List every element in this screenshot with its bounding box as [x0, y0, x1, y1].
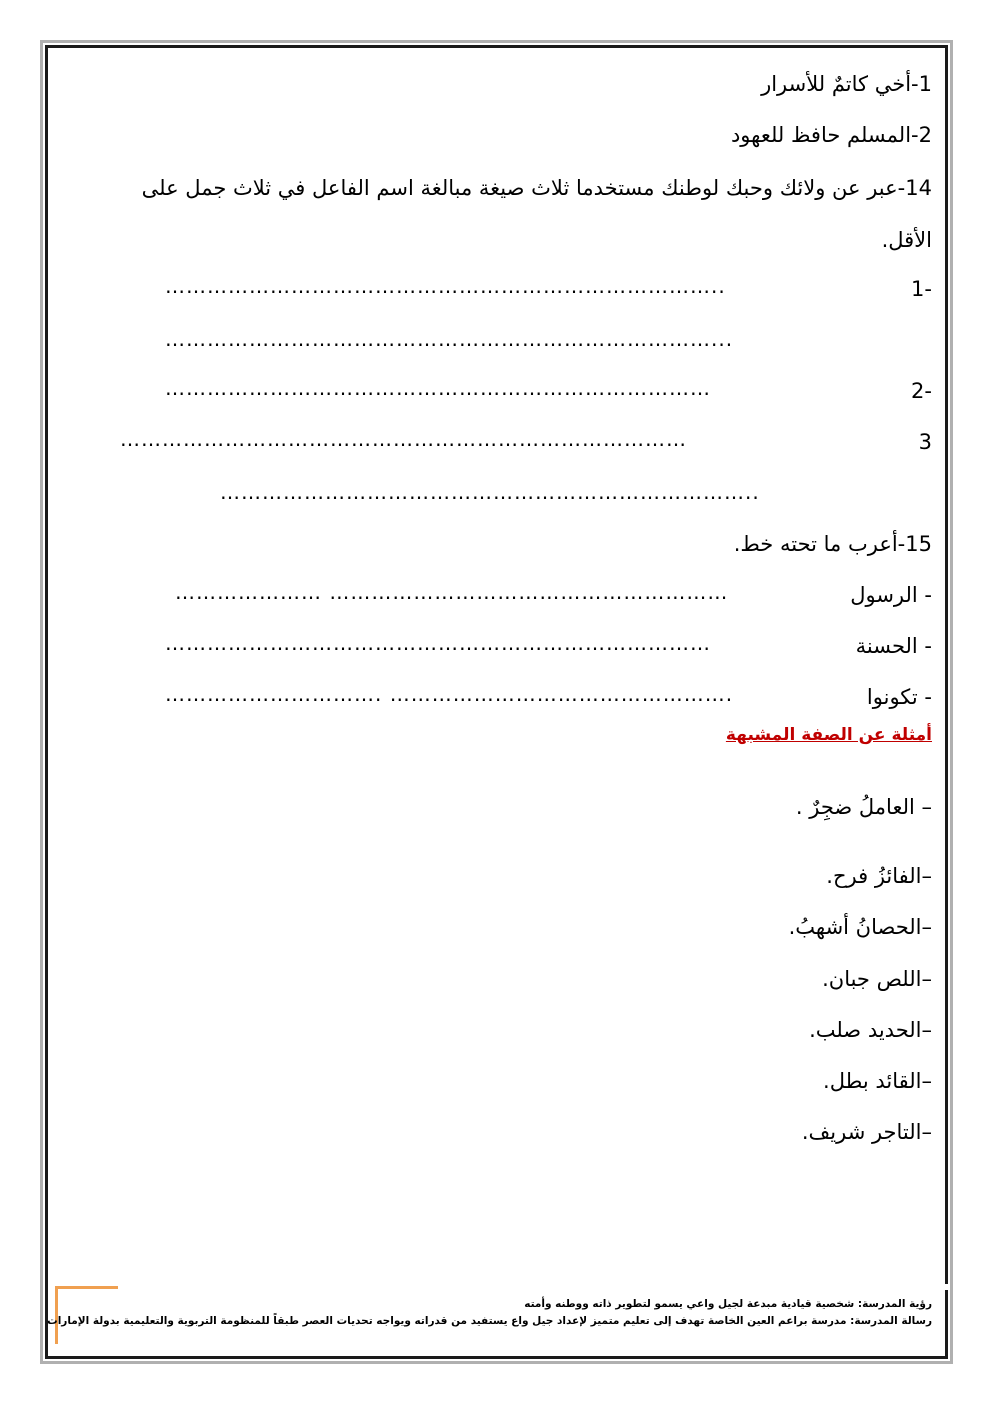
example-4: –اللص جبان. — [822, 967, 932, 991]
parse-item-2-line[interactable]: …………………………………………………………………… — [165, 631, 711, 655]
parse-item-2-label: - الحسنة — [855, 634, 932, 658]
parse-item-3-label: - تكونوا — [866, 685, 932, 709]
answer-line-1b[interactable]: ……………………………………………………………………... — [165, 327, 734, 351]
answer-line-3b[interactable]: ………………………………………………………………….. — [220, 480, 760, 504]
example-2: –الفائزُ فرح. — [826, 864, 932, 888]
parse-item-3-line[interactable]: …………………………. …………………………………………. — [165, 682, 734, 706]
answer-line-1[interactable]: …………………………………………………………………….. — [165, 274, 726, 298]
answer-line-2[interactable]: …………………………………………………………………… — [165, 376, 711, 400]
parse-item-1-label: - الرسول — [850, 583, 932, 607]
example-7: –التاجر شريف. — [801, 1120, 932, 1144]
example-1: – العاملُ ضجِرٌ . — [795, 795, 932, 819]
section-title: أمثلة عن الصفة المشبهة — [725, 725, 932, 745]
parse-item-1-line[interactable]: ………………… ………………………………………………… — [175, 580, 729, 604]
question-14: 14-عبر عن ولائك وحبك لوطنك مستخدما ثلاث صيغة مبالغة اسم الفاعل في ثلاث جمل على — [141, 176, 932, 200]
example-6: –القائد بطل. — [823, 1069, 932, 1093]
answer-label-3: 3 — [918, 430, 932, 454]
answer-label-1: 1- — [911, 277, 932, 301]
question-15: 15-أعرب ما تحته خط. — [733, 532, 932, 556]
sentence-2: 2-المسلم حافظ للعهود — [730, 123, 932, 147]
answer-label-2: 2- — [911, 379, 932, 403]
example-5: –الحديد صلب. — [809, 1018, 932, 1042]
example-3: –الحصانُ أشهبُ. — [788, 915, 932, 939]
footer-mission: رسالة المدرسة: مدرسة براعم العين الخاصة تهدف إلى تعليم متميز لإعداد جيل واع يستفيد من قدراته ويواجه تحديات العصر طبقاً للمنظومة التربوية والتعليمية بدولة الإمارات — [47, 1315, 932, 1327]
question-14-continued: الأقل. — [881, 228, 932, 252]
footer-border-gap — [118, 1284, 948, 1290]
footer-vision: رؤية المدرسة: شخصية قيادية مبدعة لجيل واعي يسمو لتطوير ذاته ووطنه وأمته — [524, 1298, 932, 1310]
answer-line-3[interactable]: ……………………………………………………………………… — [120, 427, 687, 451]
sentence-1: 1-أخي كاتمٌ للأسرار — [761, 72, 932, 96]
